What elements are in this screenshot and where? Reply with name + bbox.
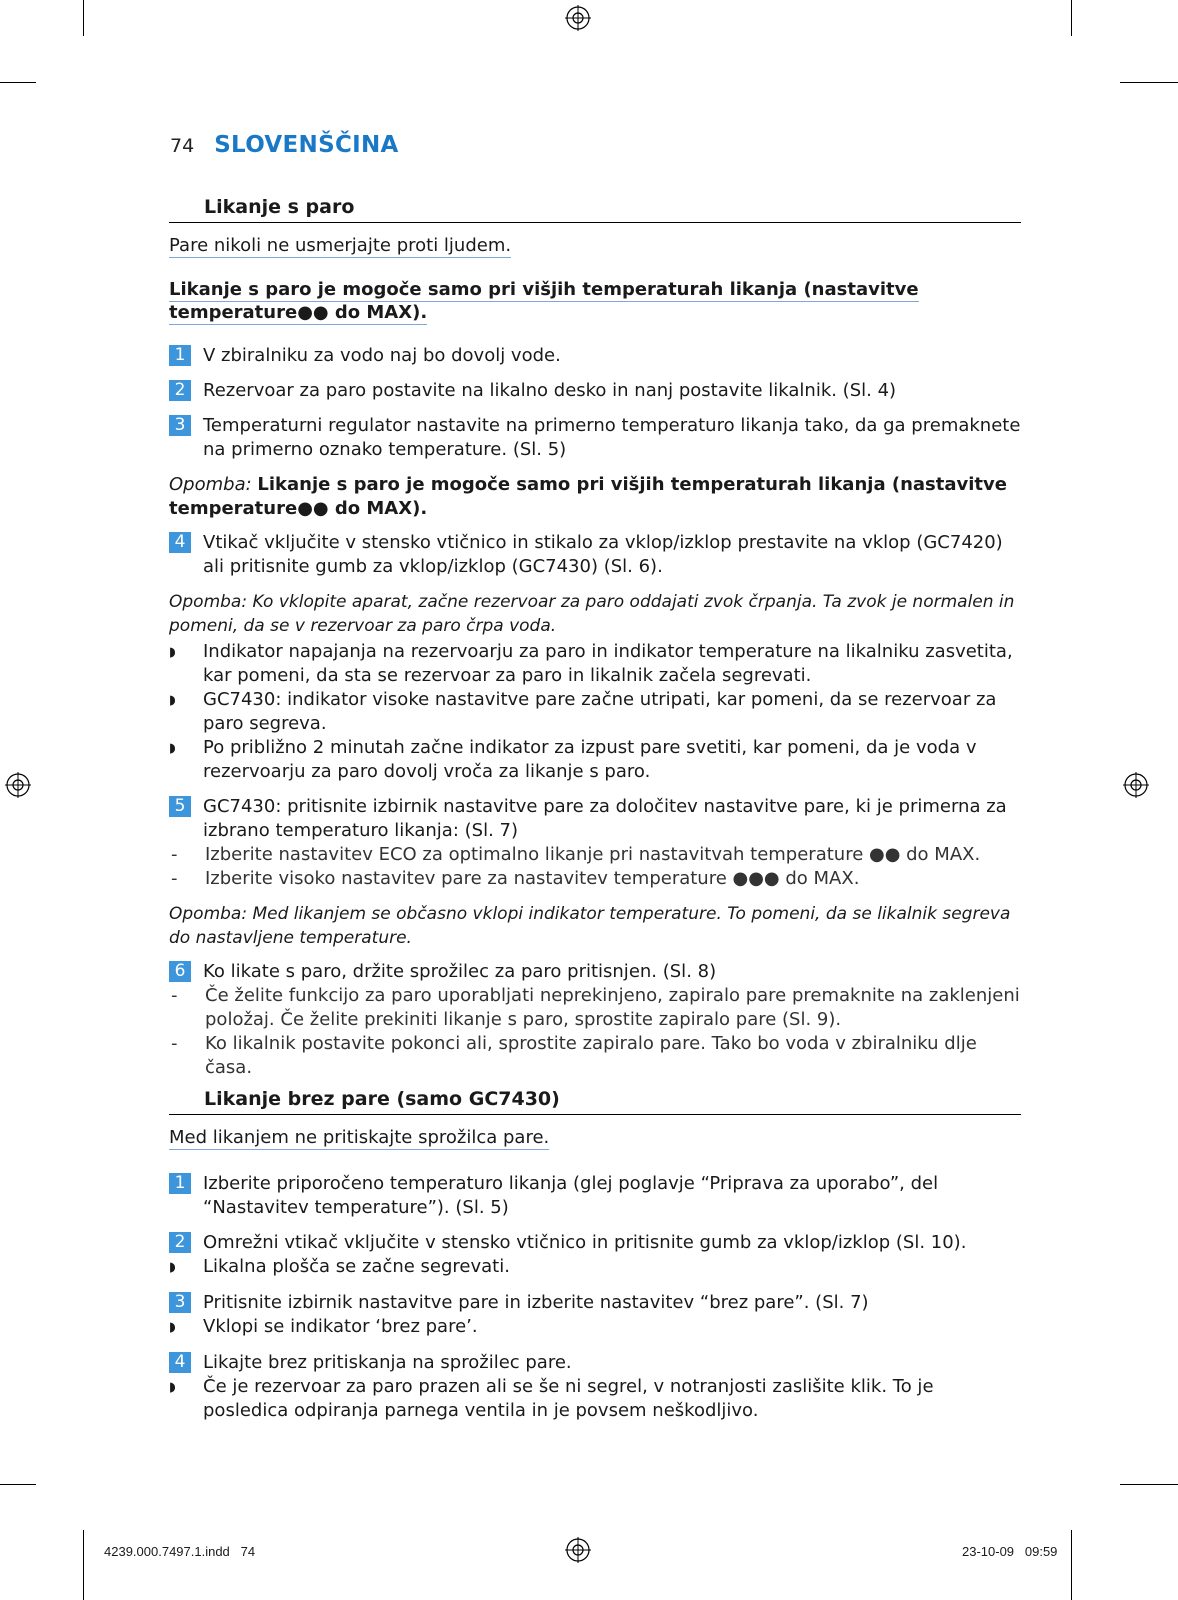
bullet-item: [169, 1375, 1021, 1423]
step-number: 5: [169, 796, 191, 817]
warning-text: Med likanjem ne pritiskajte sprožilca pare.: [169, 1127, 550, 1148]
language-title: SLOVENŠČINA: [214, 132, 399, 158]
step-item: [169, 1291, 1021, 1315]
crop-mark: [1071, 1530, 1072, 1600]
bullet-marker-icon: ◗: [169, 693, 176, 708]
page-header: [170, 132, 399, 158]
step-item: [169, 414, 1021, 462]
crop-mark: [1120, 1484, 1178, 1485]
dash-marker: -: [171, 985, 178, 1006]
step-number: 6: [169, 961, 191, 982]
step-text: V zbiralniku za vodo naj bo dovolj vode.: [203, 345, 561, 366]
step-text: Rezervoar za paro postavite na likalno desko in nanj postavite likalnik. (Sl. 4): [203, 380, 897, 401]
crop-mark: [83, 1530, 84, 1600]
bullet-text: Likalna plošča se začne segrevati.: [203, 1256, 510, 1277]
bullet-text: Indikator napajanja na rezervoarju za paro in indikator temperature na likalniku zasvetita, kar pomeni, da sta se rezervoar za paro in likalnik začela segrevati.: [203, 641, 1013, 686]
crop-mark: [1071, 0, 1072, 36]
registration-mark-icon: [565, 1537, 591, 1563]
crop-mark: [0, 82, 36, 83]
dash-item: [169, 867, 1021, 891]
bullet-text: Po približno 2 minutah začne indikator za izpust pare svetiti, kar pomeni, da je voda v rezervoarju za paro dovolj vroča za likanje s paro.: [203, 737, 977, 782]
footer-file-info: 4239.000.7497.1.indd 74: [104, 1544, 256, 1559]
step-text: Izberite priporočeno temperaturo likanja (glej poglavje “Priprava za uporabo”, del “Nastavitev temperature”). (Sl. 5): [203, 1173, 939, 1218]
note-block: [169, 590, 1021, 638]
caution-block: [169, 278, 1021, 324]
registration-mark-icon: [1123, 772, 1149, 798]
caution-line-2: temperature●● do MAX).: [169, 302, 428, 323]
step-number: 1: [169, 1173, 191, 1194]
note-block: [169, 902, 1021, 950]
bullet-marker-icon: ◗: [169, 1260, 176, 1275]
dash-text: Ko likalnik postavite pokonci ali, sprostite zapiralo pare. Tako bo voda v zbiralniku dlje časa.: [205, 1033, 977, 1078]
note-block: [169, 473, 1021, 521]
note-label: Opomba:: [169, 474, 252, 495]
step-item: [169, 1172, 1021, 1220]
bullet-item: [169, 1255, 1021, 1280]
step-text: Likajte brez pritiskanja na sprožilec pare.: [203, 1352, 572, 1373]
dash-text: Izberite nastavitev ECO za optimalno likanje pri nastavitvah temperature ●● do MAX.: [205, 844, 981, 865]
warning-text: Pare nikoli ne usmerjajte proti ljudem.: [169, 235, 512, 256]
step-number: 2: [169, 380, 191, 401]
crop-mark: [83, 0, 84, 36]
step-text: Vtikač vključite v stensko vtičnico in stikalo za vklop/izklop prestavite na vklop (GC7420) ali pritisnite gumb za vklop/izklop (GC7430) (Sl. 6).: [203, 532, 1003, 577]
step-number: 3: [169, 1292, 191, 1313]
bullet-text: Vklopi se indikator ‘brez pare’.: [203, 1316, 478, 1337]
bullet-marker-icon: ◗: [169, 645, 176, 660]
dash-marker: -: [171, 1033, 178, 1054]
step-number: 1: [169, 345, 191, 366]
step-item: [169, 1231, 1021, 1255]
step-text: Pritisnite izbirnik nastavitve pare in izberite nastavitev “brez pare”. (Sl. 7): [203, 1292, 869, 1313]
bullet-item: [169, 1315, 1021, 1340]
dash-item: [169, 984, 1021, 1032]
bullet-marker-icon: ◗: [169, 1380, 176, 1395]
manual-content: [169, 196, 1021, 1423]
dash-item: [169, 1032, 1021, 1080]
page-number: 74: [170, 135, 195, 157]
step-number: 3: [169, 415, 191, 436]
step-item: [169, 531, 1021, 579]
step-item: [169, 379, 1021, 403]
step-item: [169, 960, 1021, 984]
bullet-item: [169, 640, 1021, 688]
step-text: Ko likate s paro, držite sprožilec za paro pritisnjen. (Sl. 8): [203, 961, 717, 982]
bullet-item: [169, 736, 1021, 784]
dash-text: Če želite funkcijo za paro uporabljati neprekinjeno, zapiralo pare premaknite na zaklenjeni položaj. Če želite prekiniti likanje s paro, sprostite zapiralo pare (Sl. 9).: [205, 985, 1020, 1030]
bullet-marker-icon: ◗: [169, 1320, 176, 1335]
caution-line-1: Likanje s paro je mogoče samo pri višjih temperaturah likanja (nastavitve: [169, 279, 919, 300]
step-item: [169, 795, 1021, 843]
step-text: Temperaturni regulator nastavite na primerno temperaturo likanja tako, da ga premaknete na primerno oznako temperature. (Sl. 5): [203, 415, 1021, 460]
step-item: [169, 344, 1021, 368]
step-number: 4: [169, 1352, 191, 1373]
step-number: 4: [169, 532, 191, 553]
note-text: Likanje s paro je mogoče samo pri višjih temperaturah likanja (nastavitve temperature●● do MAX).: [169, 474, 1007, 519]
bullet-text: GC7430: indikator visoke nastavitve pare začne utripati, kar pomeni, da se rezervoar za paro segreva.: [203, 689, 997, 734]
crop-mark: [1120, 82, 1178, 83]
dash-item: [169, 843, 1021, 867]
footer-date-time: 23-10-09 09:59: [962, 1544, 1058, 1559]
registration-mark-icon: [565, 5, 591, 31]
step-text: GC7430: pritisnite izbirnik nastavitve pare za določitev nastavitve pare, ki je primerna za izbrano temperaturo likanja: (Sl. 7): [203, 796, 1007, 841]
dash-marker: -: [171, 844, 178, 865]
bullet-item: [169, 688, 1021, 736]
section-title-dry-ironing: Likanje brez pare (samo GC7430): [169, 1088, 1021, 1115]
step-number: 2: [169, 1232, 191, 1253]
step-item: [169, 1351, 1021, 1375]
dash-text: Izberite visoko nastavitev pare za nastavitev temperature ●●● do MAX.: [205, 868, 860, 889]
crop-mark: [0, 1484, 36, 1485]
section-title-steam-ironing: Likanje s paro: [169, 196, 1021, 223]
dash-marker: -: [171, 868, 178, 889]
bullet-text: Če je rezervoar za paro prazen ali se še ni segrel, v notranjosti zaslišite klik. To je posledica odpiranja parnega ventila in je povsem neškodljivo.: [203, 1376, 934, 1421]
note-text: Opomba: Med likanjem se občasno vklopi indikator temperature. To pomeni, da se likalnik segreva do nastavljene temperature.: [169, 904, 1011, 948]
note-text: Opomba: Ko vklopite aparat, začne rezervoar za paro oddajati zvok črpanja. Ta zvok je normalen in pomeni, da se v rezervoar za paro črpa voda.: [169, 592, 1015, 636]
bullet-marker-icon: ◗: [169, 741, 176, 756]
registration-mark-icon: [5, 772, 31, 798]
step-text: Omrežni vtikač vključite v stensko vtičnico in pritisnite gumb za vklop/izklop (Sl. 10).: [203, 1232, 967, 1253]
